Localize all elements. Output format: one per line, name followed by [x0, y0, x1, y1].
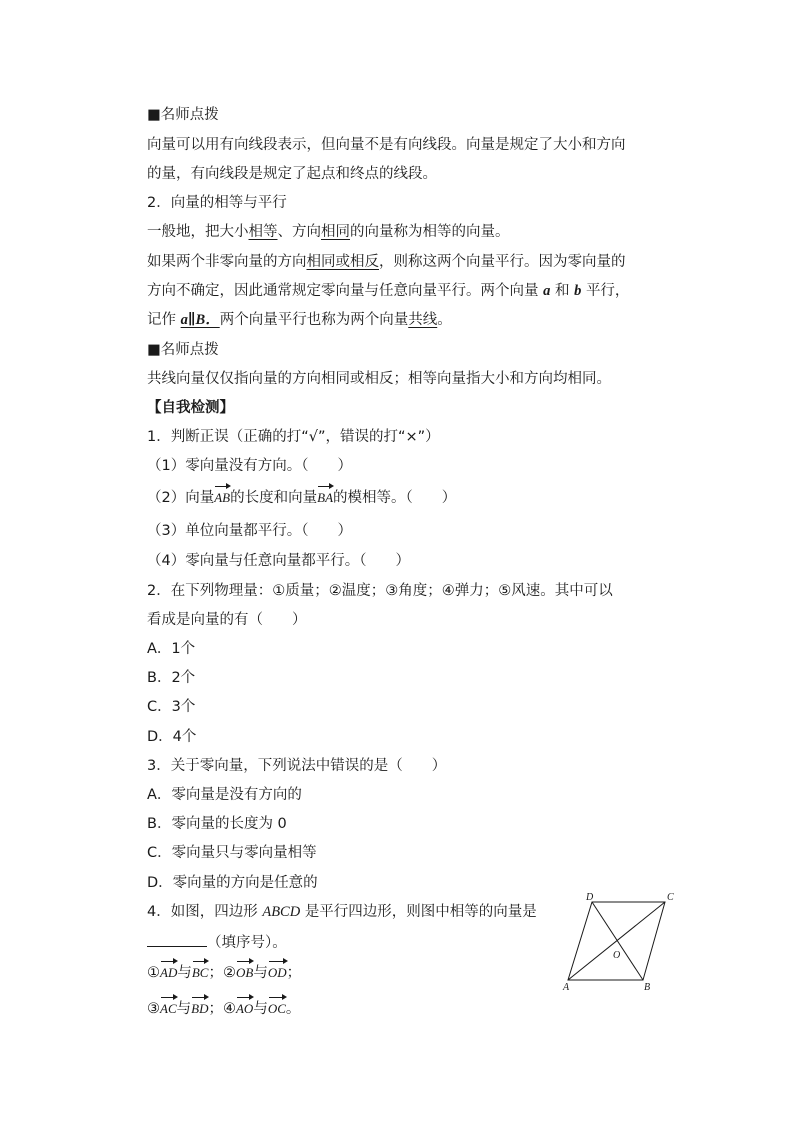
selfcheck-heading: 【自我检测】: [147, 400, 234, 416]
vector-BD: BD: [191, 995, 208, 1019]
vector-AO: AO: [236, 995, 253, 1019]
q3-option-c: C．零向量只与零向量相等: [147, 845, 317, 861]
vector-BA: BA: [317, 484, 333, 508]
label-d: D: [586, 892, 594, 903]
q1-item2: （2）向量AB的长度和向量BA的模相等。（ ）: [147, 484, 456, 508]
diagonal-ac: [568, 902, 665, 980]
q4-fill-line: （填序号）。: [147, 932, 287, 953]
vector-OD: OD: [268, 959, 287, 983]
equal-vectors-definition: 一般地，把大小相等、方向相同的向量称为相等的向量。: [147, 224, 510, 240]
vector-OC: OC: [268, 995, 286, 1019]
section2-title: 2．向量的相等与平行: [147, 195, 287, 211]
q1-title: 1．判断正误（正确的打“√”，错误的打“×”）: [147, 429, 440, 445]
parallel-definition-line2: 方向不确定，因此通常规定零向量与任意向量平行。两个向量 a 和 b 平行，: [147, 283, 630, 299]
tip1-line1: 向量可以用有向线段表示，但向量不是有向线段。向量是规定了大小和方向: [147, 137, 626, 153]
vector-BC: BC: [192, 959, 209, 983]
q1-item3: （3）单位向量都平行。（ ）: [147, 523, 352, 539]
q1-item4: （4）零向量与任意向量都平行。（ ）: [147, 553, 410, 569]
parallelogram-figure: [555, 888, 685, 996]
vector-AD: AD: [160, 959, 177, 983]
q3-option-a: A．零向量是没有方向的: [147, 787, 302, 803]
tip1-heading: ■名师点拨: [147, 107, 219, 123]
q2-option-b: B．2个: [147, 670, 196, 686]
tip2-heading: ■名师点拨: [147, 342, 219, 358]
label-c: C: [667, 892, 674, 903]
q3-title: 3．关于零向量，下列说法中错误的是（ ）: [147, 758, 447, 774]
q4-choices-line1: ①AD与BC；②OB与OD；: [147, 959, 301, 983]
q2-option-a: A．1个: [147, 641, 196, 657]
parallel-notation: 记作 a∥B．两个向量平行也称为两个向量共线。: [147, 312, 452, 328]
q2-line1: 2．在下列物理量：①质量；②温度；③角度；④弹力；⑤风速。其中可以: [147, 583, 613, 599]
q2-line2: 看成是向量的有（ ）: [147, 612, 307, 628]
q2-option-c: C．3个: [147, 699, 196, 715]
q1-item1: （1）零向量没有方向。（ ）: [147, 458, 352, 474]
q4-choices-line2: ③AC与BD；④AO与OC。: [147, 995, 300, 1019]
q2-option-d: D．4个: [147, 729, 197, 745]
tip1-line2: 的量，有向线段是规定了起点和终点的线段。: [147, 166, 437, 182]
label-a: A: [563, 982, 570, 993]
answer-blank[interactable]: [147, 932, 207, 947]
label-o: O: [613, 950, 621, 961]
q3-option-b: B．零向量的长度为 0: [147, 816, 287, 832]
label-b: B: [644, 982, 651, 993]
q3-option-d: D．零向量的方向是任意的: [147, 875, 318, 891]
tip2-line1: 共线向量仅仅指向量的方向相同或相反；相等向量指大小和方向均相同。: [147, 371, 611, 387]
diagonal-bd: [592, 902, 643, 980]
vector-OB: OB: [236, 959, 253, 983]
vector-AB: AB: [214, 484, 230, 508]
parallel-definition-line1: 如果两个非零向量的方向相同或相反，则称这两个向量平行。因为零向量的: [147, 254, 626, 270]
vector-AC: AC: [160, 995, 177, 1019]
q4-title: 4．如图，四边形 ABCD 是平行四边形，则图中相等的向量是: [147, 904, 537, 920]
